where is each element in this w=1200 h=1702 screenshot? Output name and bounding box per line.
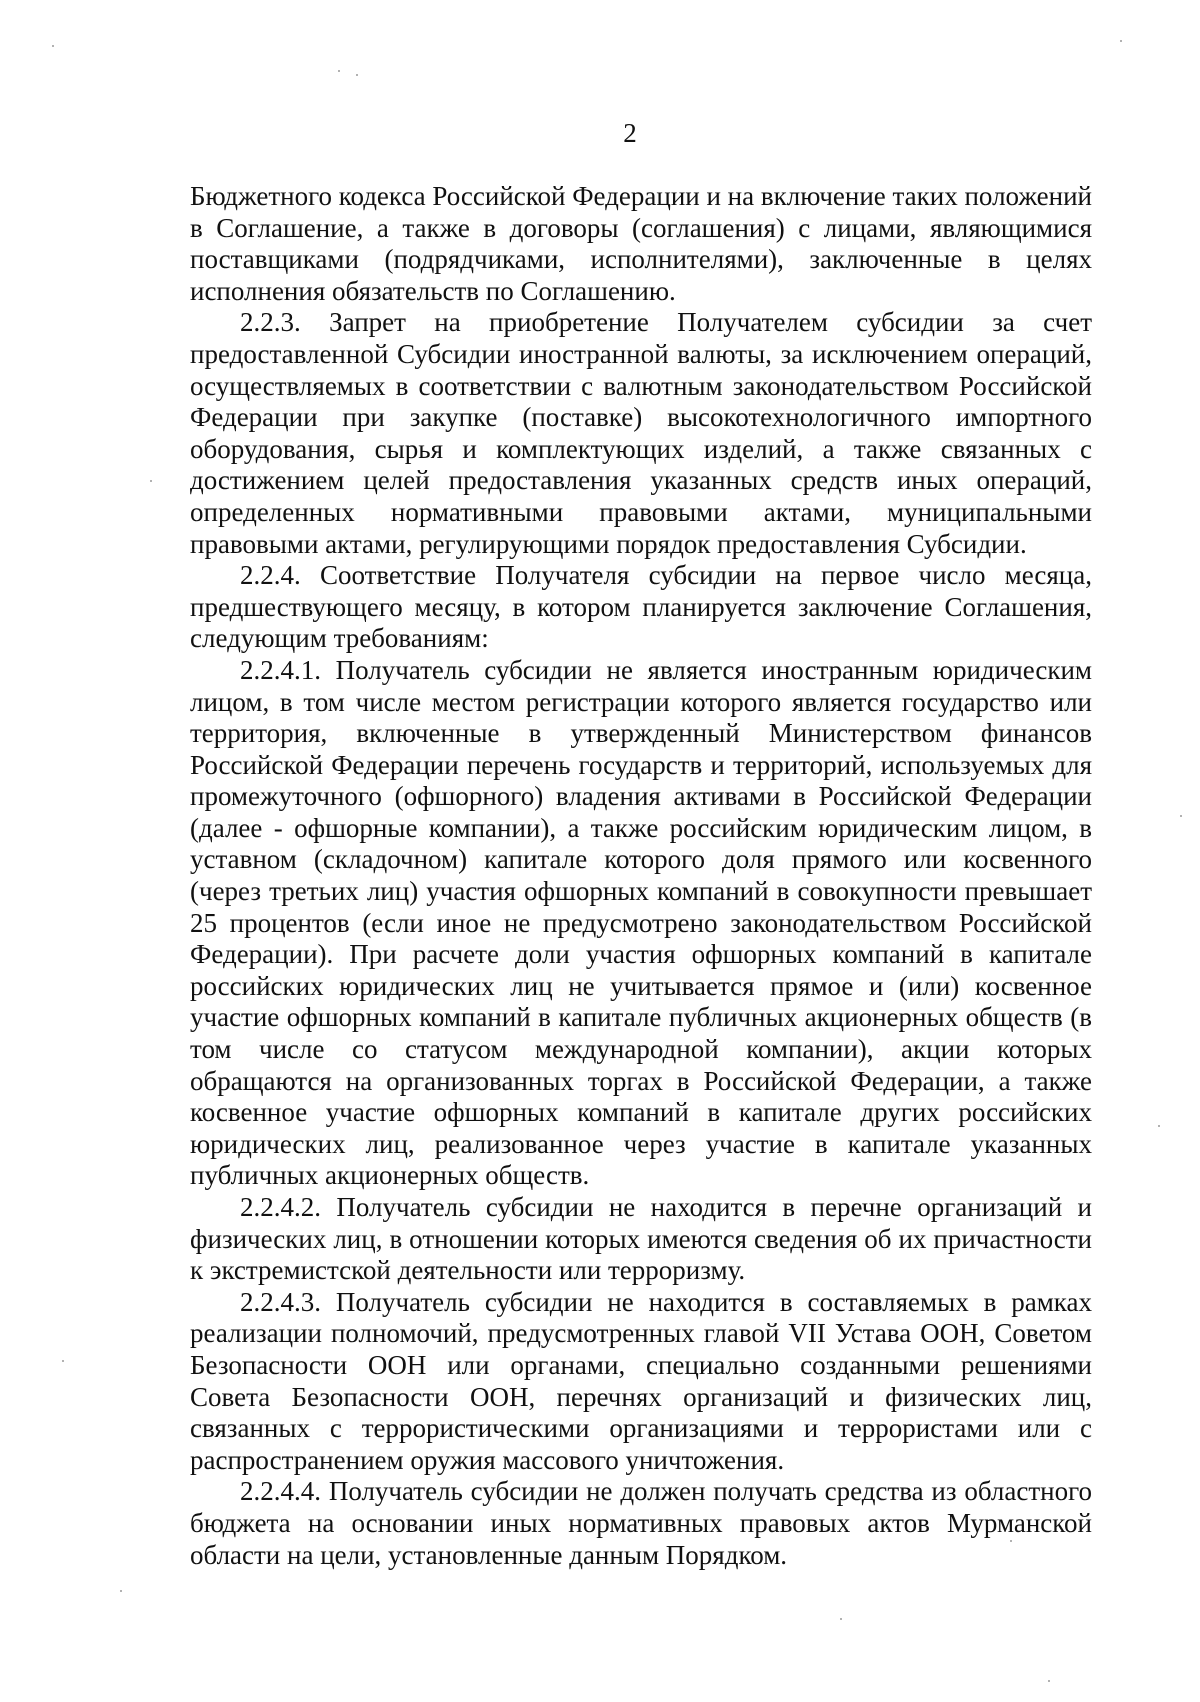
paragraph-2-2-3: 2.2.3. Запрет на приобретение Получателем субсидии за счет предоставленной Субсидии иностранной валюты, за исключением операций, осуществляемых в соответствии с валютным законодательством Российской Федерации при закупке (поставке) высокотехнологичного импортного оборудования, сырья и комплектующих изделий, а также связанных с достижением целей предоставления указанных средств иных операций, определенных нормативными правовыми актами, муниципальными правовыми актами, регулирующими порядок предоставления Субсидии. xyxy=(190,307,1092,559)
paragraph-2-2-4-4: 2.2.4.4. Получатель субсидии не должен получать средства из областного бюджета на основании иных нормативных правовых актов Мурманской области на цели, установленные данным Порядком. xyxy=(190,1476,1092,1570)
scan-speck xyxy=(338,70,340,72)
document-body xyxy=(190,181,1092,1571)
scan-speck xyxy=(120,1590,122,1592)
paragraph-2-2-4-2: 2.2.4.2. Получатель субсидии не находится в перечне организаций и физических лиц, в отношении которых имеются сведения об их причастности к экстремистской деятельности или терроризму. xyxy=(190,1192,1092,1286)
scan-speck xyxy=(62,1360,64,1362)
scan-speck xyxy=(356,74,358,76)
scan-speck xyxy=(1180,815,1182,817)
scan-speck xyxy=(1048,1680,1050,1682)
scan-speck xyxy=(150,480,152,482)
paragraph-2-2-4-3: 2.2.4.3. Получатель субсидии не находится в составляемых в рамках реализации полномочий, предусмотренных главой VII Устава ООН, Советом Безопасности ООН или органами, специально созданными решениями Совета Безопасности ООН, перечнях организаций и физических лиц, связанных с террористическими организациями и террористами или с распространением оружия массового уничтожения. xyxy=(190,1286,1092,1475)
scan-speck xyxy=(840,1618,842,1620)
scan-speck xyxy=(1158,1125,1160,1127)
page-number: 2 xyxy=(623,118,637,148)
scan-speck xyxy=(1120,40,1122,42)
paragraph-continuation: Бюджетного кодекса Российской Федерации и на включение таких положений в Соглашение, а также в договоры (соглашения) с лицами, являющимися поставщиками (подрядчиками, исполнителями), заключенные в целях исполнения обязательств по Соглашению. xyxy=(190,181,1092,306)
scan-speck xyxy=(1010,1540,1012,1542)
paragraph-2-2-4: 2.2.4. Соответствие Получателя субсидии на первое число месяца, предшествующего месяцу, в котором планируется заключение Соглашения, следующим требованиям: xyxy=(190,560,1092,654)
scan-speck xyxy=(52,45,54,47)
paragraph-2-2-4-1: 2.2.4.1. Получатель субсидии не является иностранным юридическим лицом, в том числе местом регистрации которого является государство или территория, включенные в утвержденный Министерством финансов Российской Федерации перечень государств и территорий, используемых для промежуточного (офшорного) владения активами в Российской Федерации (далее - офшорные компании), а также российским юридическим лицом, в уставном (складочном) капитале которого доля прямого или косвенного (через третьих лиц) участия офшорных компаний в совокупности превышает 25 процентов (если иное не предусмотрено законодательством Российской Федерации). При расчете доли участия офшорных компаний в капитале российских юридических лиц не учитывается прямое и (или) косвенное участие офшорных компаний в капитале публичных акционерных обществ (в том числе со статусом международной компании), акции которых обращаются на организованных торгах в Российской Федерации, а также косвенное участие офшорных компаний в капитале других российских юридических лиц, реализованное через участие в капитале указанных публичных акционерных обществ. xyxy=(190,654,1092,1191)
